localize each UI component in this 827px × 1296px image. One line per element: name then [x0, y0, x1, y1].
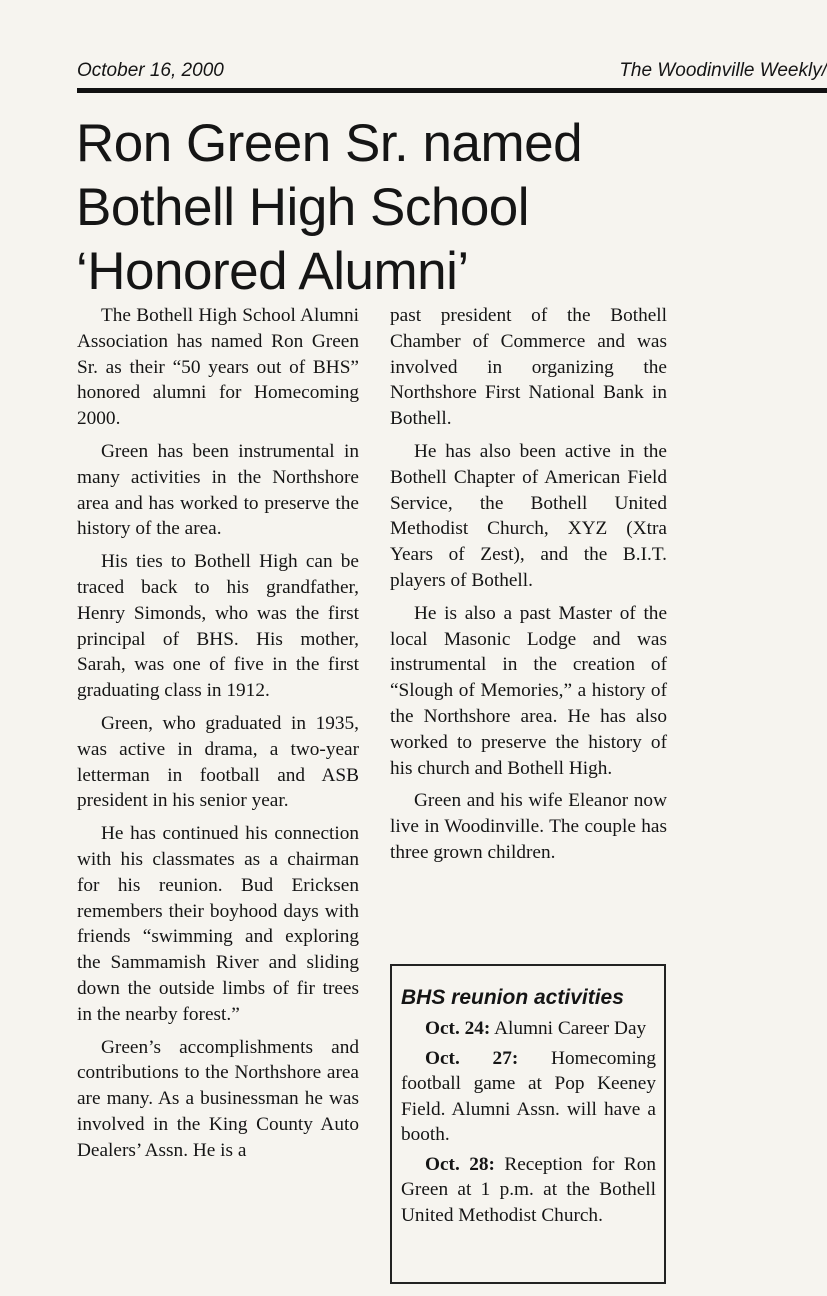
activity-text: Homecoming football game at Pop Keeney Field. Alumni Assn. will have a booth.: [401, 1047, 656, 1145]
paragraph: He has continued his connection with his classmates as a chairman for his reunion. Bud Ericksen remembers their boyhood days with friends “swimming and exploring the Sammamish River and sliding down the outside limbs of fir trees in the nearby forest.”: [77, 823, 359, 1025]
activity-date: Oct. 24:: [425, 1018, 491, 1039]
activity-item: [401, 1016, 656, 1042]
activity-item: [401, 1152, 656, 1229]
article-column-2: [390, 303, 667, 873]
headline-line-1: Ron Green Sr. named: [76, 114, 583, 173]
paragraph: Green’s accomplishments and contributions to the Northshore area are many. As a businessman he was involved in the King County Auto Dealers’ Assn. He is a: [77, 1036, 359, 1161]
activity-item: [401, 1046, 656, 1148]
issue-date: October 16, 2000: [77, 60, 224, 81]
sidebar-title: BHS reunion activities: [401, 986, 624, 1009]
activity-text: Reception for Ron Green at 1 p.m. at the Bothell United Methodist Church.: [401, 1153, 656, 1226]
activity-date: Oct. 27:: [425, 1047, 519, 1069]
paragraph: Green and his wife Eleanor now live in Woodinville. The couple has three grown children.: [390, 790, 667, 863]
headline-line-2: Bothell High School: [76, 178, 530, 237]
paragraph: The Bothell High School Alumni Association has named Ron Green Sr. as their “50 years out of BHS” honored alumni for Homecoming 2000.: [77, 305, 359, 430]
headline-line-3: ‘Honored Alumni’: [76, 242, 469, 301]
paragraph: Green has been instrumental in many activities in the Northshore area and has worked to preserve the history of the area.: [77, 440, 359, 540]
article-headline: [76, 112, 676, 304]
paragraph: Green, who graduated in 1935, was active in drama, a two-year letterman in football and ASB president in his senior year.: [77, 712, 359, 812]
paragraph: past president of the Bothell Chamber of Commerce and was involved in organizing the Northshore First National Bank in Bothell.: [390, 305, 667, 430]
paragraph: His ties to Bothell High can be traced back to his grandfather, Henry Simonds, who was the first principal of BHS. His mother, Sarah, was one of five in the first graduating class in 1912.: [77, 551, 359, 702]
paragraph: He is also a past Master of the local Masonic Lodge and was instrumental in the creation of “Slough of Memories,” a history of the Northshore area. He has also worked to preserve the history of his church and Bothell High.: [390, 602, 667, 779]
page-header: [77, 58, 827, 84]
header-rule: [77, 88, 827, 93]
publication-name: The Woodinville Weekly/: [619, 60, 827, 81]
activity-text: Alumni Career Day: [494, 1018, 647, 1039]
activity-date: Oct. 28:: [425, 1153, 495, 1175]
reunion-activities-box: [390, 964, 666, 1284]
article-column-1: [77, 303, 359, 1171]
paragraph: He has also been active in the Bothell Chapter of American Field Service, the Bothell United Methodist Church, XYZ (Xtra Years of Zest), and the B.I.T. players of Bothell.: [390, 440, 667, 591]
